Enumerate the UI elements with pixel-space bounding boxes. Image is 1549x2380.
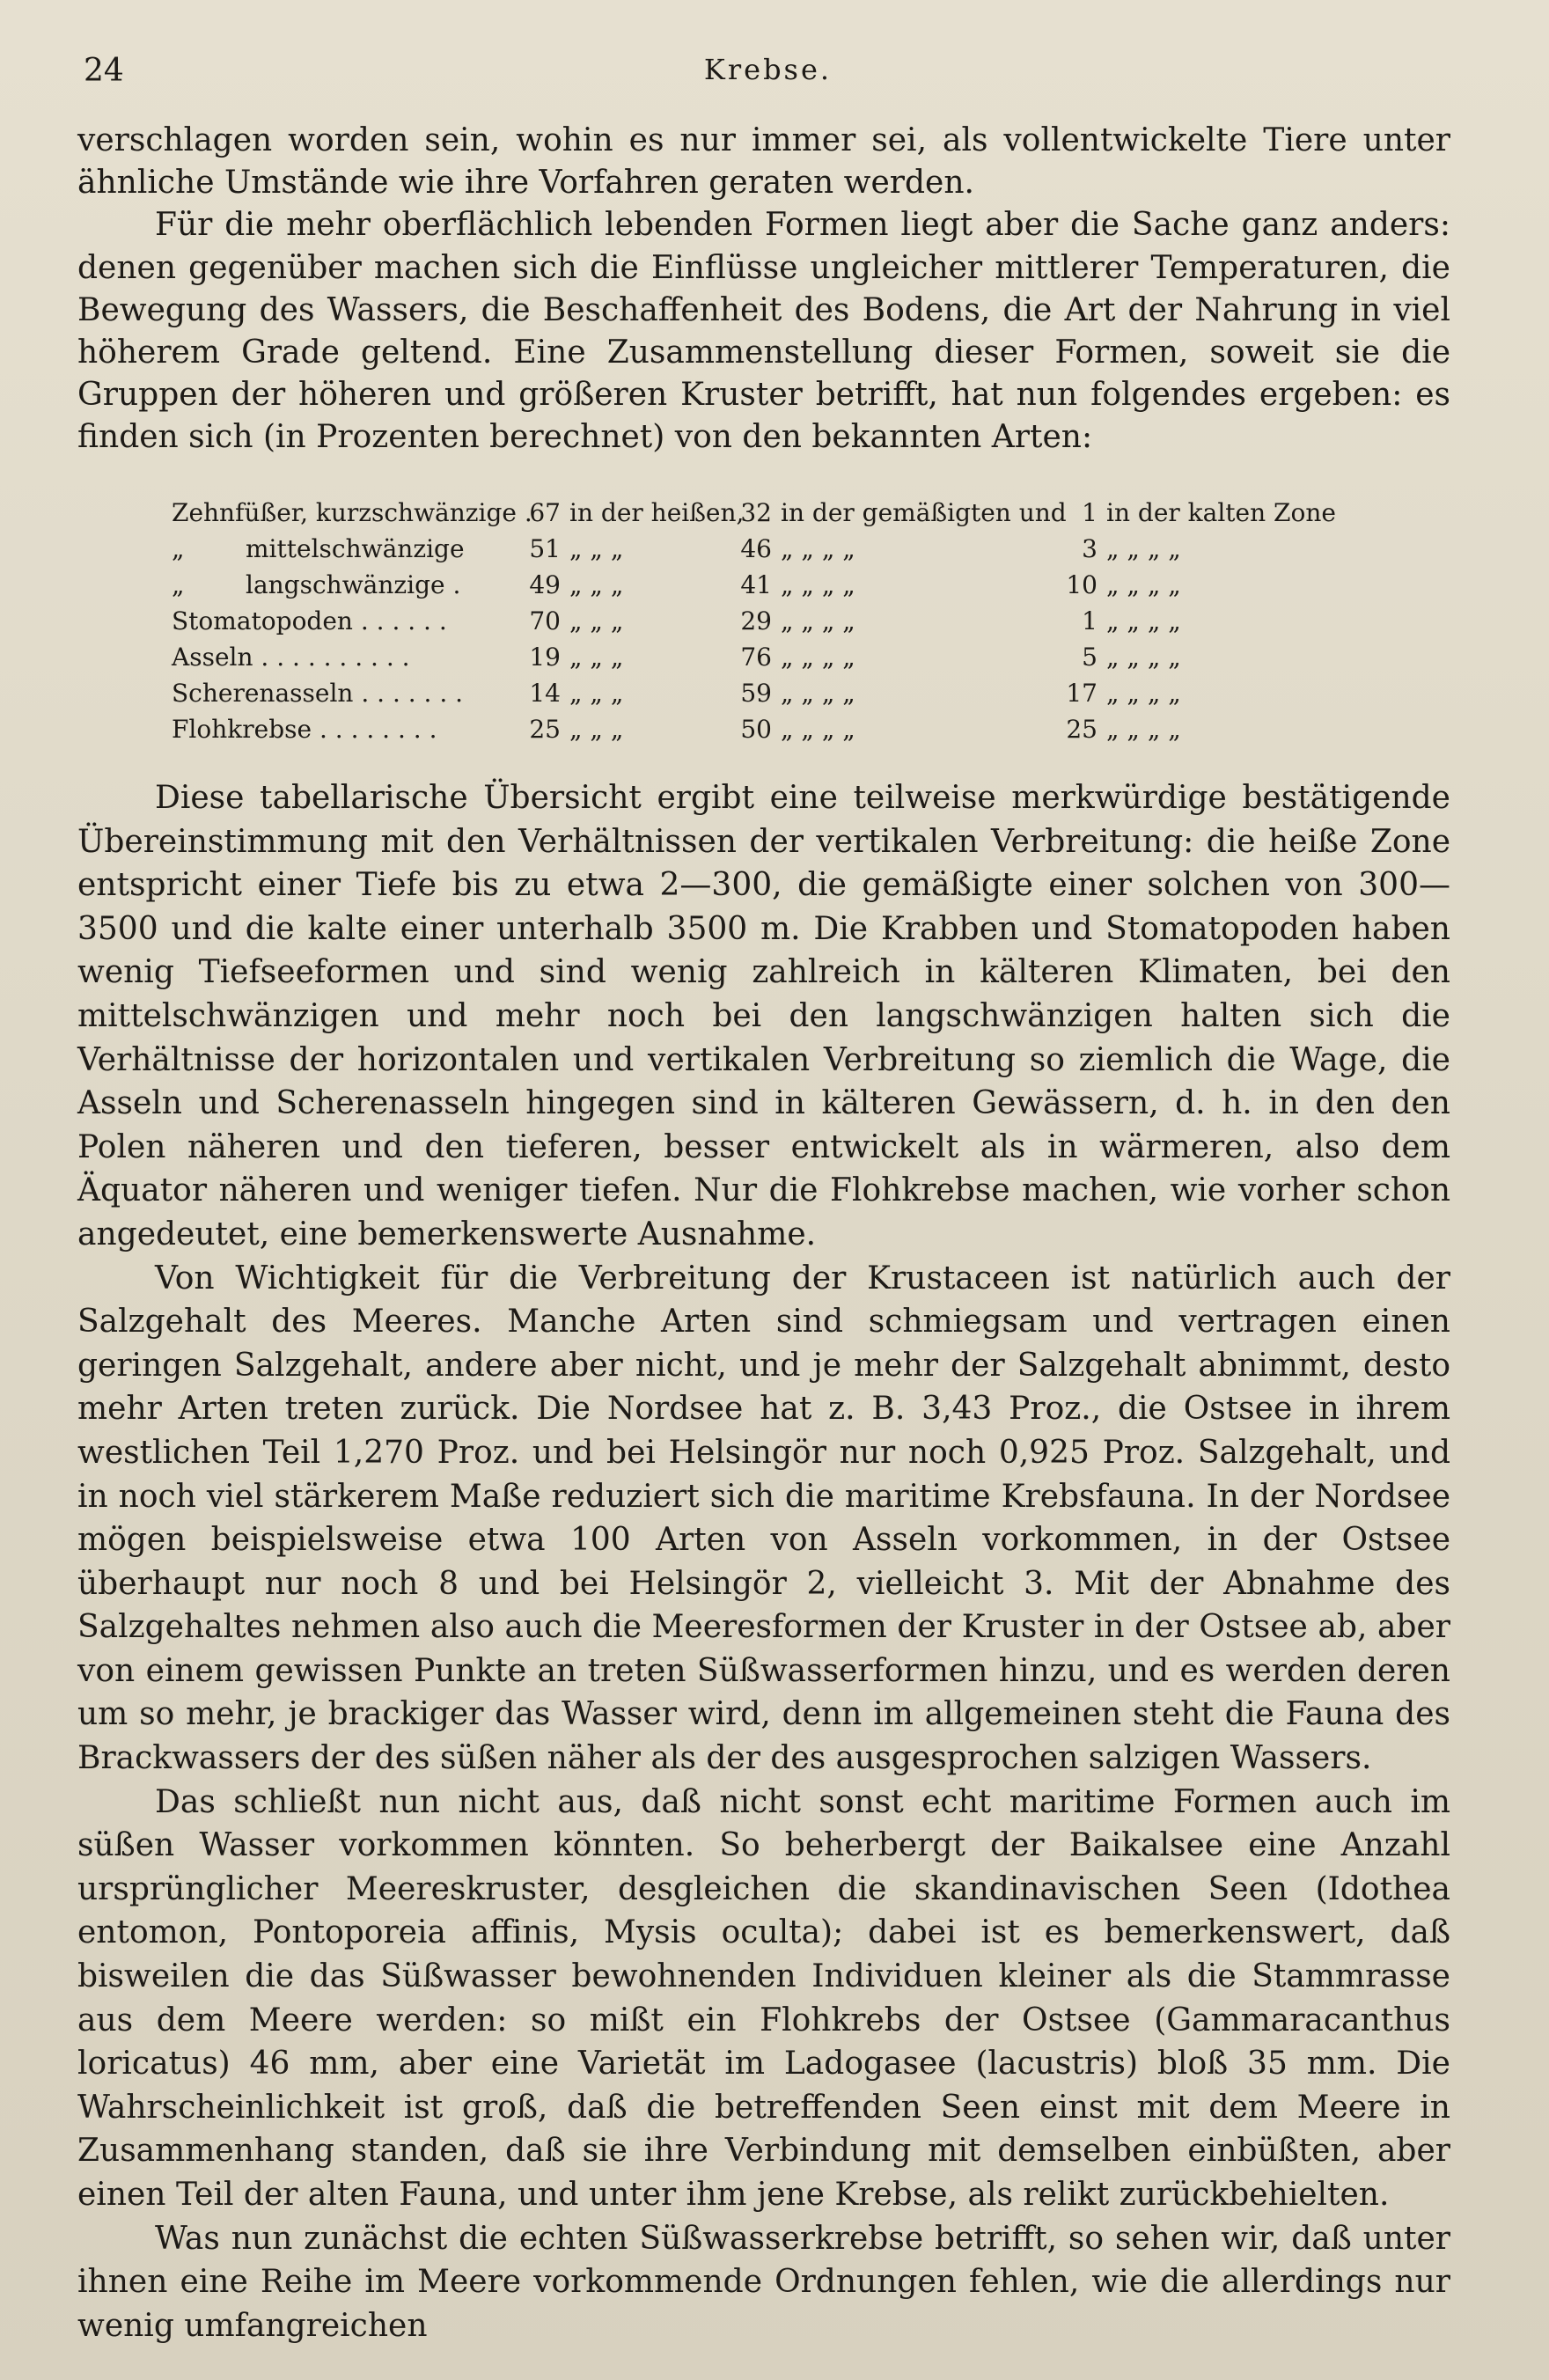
species-group-name: Asseln [172, 643, 253, 672]
temperate-zone-label: „ „ „ „ [781, 606, 855, 635]
paragraph: Diese tabellarische Übersicht ergibt eine teilweise merkwürdige bestätigende Übereinstimmung mit den Verhältnissen der vertikalen Verbreitung: die heiße Zone entspricht einer Tiefe bis zu etwa 2—300, die gemäßigte einer solchen von 300—3500 und die kalte einer unterhalb 3500 m. Die Krabben und Stomatopoden haben wenig Tiefseeformen und sind wenig zahlreich in kälteren Klimaten, bei den mittelschwänzigen und mehr noch bei den langschwänzigen halten sich die Verhältnisse der horizontalen und vertikalen Verbreitung so ziemlich die Wage, die Asseln und Scherenasseln hingegen sind in kälteren Gewässern, d. h. in den den Polen näheren und den tieferen, besser entwickelt als in wärmeren, also dem Äquator näheren und weniger tiefen. Nur die Flohkrebse machen, wie vorher schon angedeutet, eine bemerkenswerte Ausnahme. [77, 780, 1450, 1252]
species-group-name: Flohkrebse [172, 715, 312, 744]
table-row [172, 495, 1421, 531]
hot-zone-value: 70 [529, 606, 561, 635]
dot-leader: . . . . . . . . . . [253, 643, 410, 672]
table-row [172, 675, 1421, 711]
hot-zone-label: in der heißen, [569, 498, 745, 527]
species-group-cell [172, 531, 519, 567]
hot-zone-value: 14 [529, 679, 561, 708]
ditto-mark: „ [172, 570, 185, 599]
cold-zone-label: „ „ „ „ [1106, 643, 1181, 672]
cold-zone-value: 1 [1082, 606, 1098, 635]
species-group-cell [172, 639, 519, 675]
cold-zone-value: 3 [1082, 534, 1098, 563]
cold-zone-label: „ „ „ „ [1106, 679, 1181, 708]
cold-zone-label: „ „ „ „ [1106, 715, 1181, 744]
cold-zone-value: 25 [1066, 715, 1098, 744]
hot-zone-value: 67 [529, 498, 561, 527]
hot-zone-label: „ „ „ [569, 715, 624, 744]
species-group-name: Zehnfüßer, kurzschwänzige [172, 498, 517, 527]
cold-zone-value: 5 [1082, 643, 1098, 672]
paragraph: Für die mehr oberflächlich lebenden Formen liegt aber die Sache ganz anders: denen gegenüber machen sich die Einflüsse ungleicher mittlerer Temperaturen, die Bewegung des Wassers, die Beschaffenheit des Bodens, die Art der Nahrung in viel höherem Grade geltend. Eine Zusammenstellung dieser Formen, soweit sie die Gruppen der höheren und größeren Kruster betrifft, hat nun folgendes ergeben: es finden sich (in Prozenten berechnet) von den bekannten Arten: [77, 207, 1450, 456]
paragraph: Von Wichtigkeit für die Verbreitung der Krustaceen ist natürlich auch der Salzgehalt des Meeres. Manche Arten sind schmiegsam und vertragen einen geringen Salzgehalt, andere aber nicht, und je mehr der Salzgehalt abnimmt, desto mehr Arten treten zurück. Die Nordsee hat z. B. 3,43 Proz., die Ostsee in ihrem westlichen Teil 1,270 Proz. und bei Helsingör nur noch 0,925 Proz. Salzgehalt, und in noch viel stärkerem Maße reduziert sich die maritime Krebsfauna. In der Nordsee mögen beispielsweise etwa 100 Arten von Asseln vorkommen, in der Ostsee überhaupt nur noch 8 und bei Helsingör 2, vielleicht 3. Mit der Abnahme des Salzgehaltes nehmen also auch die Meeresformen der Kruster in der Ostsee ab, aber von einem gewissen Punkte an treten Süßwasserformen hinzu, und es werden deren um so mehr, je brackiger das Wasser wird, denn im allgemeinen steht die Fauna des Brackwassers der des süßen näher als der des ausgesprochen salzigen Wassers. [77, 1260, 1450, 1777]
temperate-zone-value: 46 [740, 534, 772, 563]
species-group-cell [172, 567, 519, 603]
page-number: 24 [84, 53, 124, 89]
temperate-zone-value: 50 [740, 715, 772, 744]
cold-zone-label: in der kalten Zone [1106, 498, 1336, 527]
species-group-cell [172, 495, 532, 531]
species-group-name: Stomatopoden [172, 606, 353, 635]
hot-zone-value: 25 [529, 715, 561, 744]
table-row [172, 567, 1421, 603]
paragraph: Das schließt nun nicht aus, daß nicht sonst echt maritime Formen auch im süßen Wasser vorkommen könnten. So beherbergt der Baikalsee eine Anzahl ursprünglicher Meereskruster, desgleichen die skandinavischen Seen (Idothea entomon, Pontoporeia affinis, Mysis oculta); dabei ist es bemerkenswert, daß bisweilen die das Süßwasser bewohnenden Individuen kleiner als die Stammrasse aus dem Meere werden: so mißt ein Flohkrebs der Ostsee (Gammaracanthus loricatus) 46 mm, aber eine Varietät im Ladogasee (lacustris) bloß 35 mm. Die Wahrscheinlichkeit ist groß, daß die betreffenden Seen einst mit dem Meere in Zusammenhang standen, daß sie ihre Verbindung mit demselben einbüßten, aber einen Teil der alten Fauna, und unter ihm jene Krebse, als relikt zurückbehielten. [77, 1783, 1450, 2213]
dot-leader: . . . . . . [352, 606, 447, 635]
cold-zone-value: 1 [1082, 498, 1098, 527]
table-row [172, 603, 1421, 639]
running-head: Krebse. [703, 53, 833, 86]
hot-zone-label: „ „ „ [569, 643, 624, 672]
dot-leader: . [517, 498, 532, 527]
temperate-zone-label: in der gemäßigten und [781, 498, 1067, 527]
hot-zone-label: „ „ „ [569, 679, 624, 708]
species-group-cell [172, 675, 519, 711]
ditto-mark: „ [172, 534, 185, 563]
cold-zone-label: „ „ „ „ [1106, 606, 1181, 635]
body-text-bottom [77, 776, 1450, 2347]
temperate-zone-value: 41 [740, 570, 772, 599]
dot-leader: . [444, 570, 461, 599]
table-row [172, 711, 1421, 747]
hot-zone-value: 49 [529, 570, 561, 599]
cold-zone-value: 10 [1066, 570, 1098, 599]
table-row [172, 531, 1421, 567]
temperate-zone-label: „ „ „ „ [781, 643, 855, 672]
body-text-top [77, 120, 1450, 459]
species-group-name: langschwänzige [246, 570, 445, 599]
temperate-zone-value: 32 [740, 498, 772, 527]
hot-zone-label: „ „ „ [569, 534, 624, 563]
page-header [84, 53, 1452, 97]
temperate-zone-label: „ „ „ „ [781, 679, 855, 708]
hot-zone-label: „ „ „ [569, 606, 624, 635]
hot-zone-value: 19 [529, 643, 561, 672]
cold-zone-label: „ „ „ „ [1106, 534, 1181, 563]
temperate-zone-value: 59 [740, 679, 772, 708]
temperate-zone-label: „ „ „ „ [781, 715, 855, 744]
species-group-name: Scherenasseln [172, 679, 354, 708]
temperate-zone-label: „ „ „ „ [781, 534, 855, 563]
cold-zone-value: 17 [1066, 679, 1098, 708]
cold-zone-label: „ „ „ „ [1106, 570, 1181, 599]
species-group-name: mittelschwänzige [246, 534, 465, 563]
paragraph: verschlagen worden sein, wohin es nur immer sei, als vollentwickelte Tiere unter ähnliche Umstände wie ihre Vorfahren geraten werden. [77, 122, 1450, 202]
hot-zone-label: „ „ „ [569, 570, 624, 599]
paragraph: Was nun zunächst die echten Süßwasserkrebse betrifft, so sehen wir, daß unter ihnen eine Reihe im Meere vorkommende Ordnungen fehlen, wie die allerdings nur wenig umfangreichen [77, 2220, 1450, 2344]
species-group-cell [172, 711, 519, 747]
hot-zone-value: 51 [529, 534, 561, 563]
temperate-zone-value: 29 [740, 606, 772, 635]
distribution-table [172, 495, 1421, 747]
table-row [172, 639, 1421, 675]
temperate-zone-value: 76 [740, 643, 772, 672]
species-group-cell [172, 603, 519, 639]
dot-leader: . . . . . . . [353, 679, 464, 708]
dot-leader: . . . . . . . . [312, 715, 437, 744]
temperate-zone-label: „ „ „ „ [781, 570, 855, 599]
